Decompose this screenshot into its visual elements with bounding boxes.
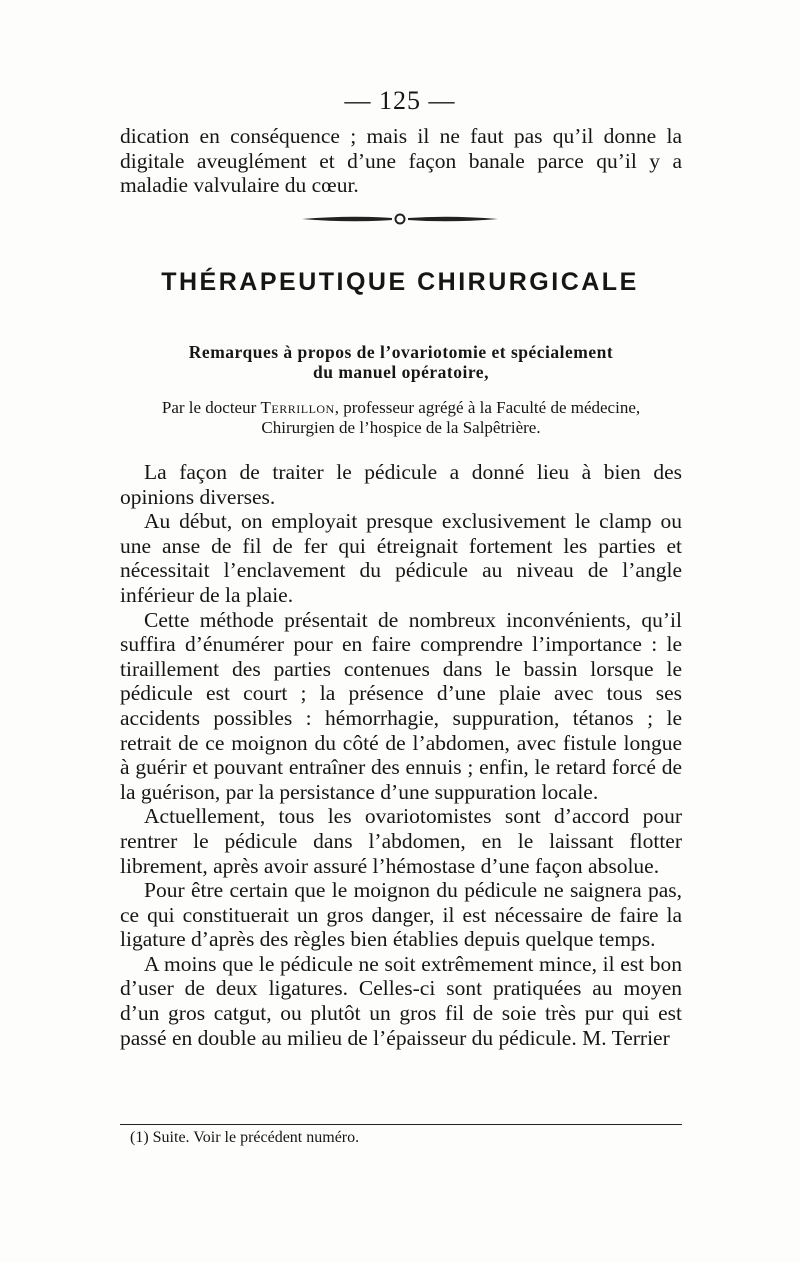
body-paragraph: La façon de traiter le pédicule a donné lieu à bien des opinions diverses. xyxy=(120,460,682,509)
footnote: (1) Suite. Voir le précédent numéro. xyxy=(130,1129,360,1146)
opening-paragraph: dication en conséquence ; mais il ne faut pas qu’il donne la digitale aveuglément et d’une façon banale parce qu’il y a maladie valvulaire du cœur. xyxy=(120,124,682,198)
byline-suffix: , professeur agrégé à la Faculté de médecine, xyxy=(334,398,641,417)
byline-prefix: Par le docteur xyxy=(161,398,261,417)
article-subtitle-line-2: du manuel opératoire, xyxy=(313,362,489,382)
body-paragraph: Pour être certain que le moignon du pédicule ne saignera pas, ce qui constituerait un gros danger, il est nécessaire de faire la ligature d’après des règles bien établies depuis quelque temps. xyxy=(120,878,682,952)
body-paragraph: Actuellement, tous les ovariotomistes sont d’accord pour rentrer le pédicule dans l’abdomen, en le laissant flotter librement, après avoir assuré l’hémostase d’une façon absolue. xyxy=(120,804,682,878)
byline-author: Terrillon xyxy=(260,398,335,417)
body-paragraph: Au début, on employait presque exclusivement le clamp ou une anse de fil de fer qui étreignait fortement les parties et nécessitait l’enclavement du pédicule au niveau de l’angle inférieur de la plaie. xyxy=(120,509,682,607)
footnote-divider xyxy=(120,1124,682,1125)
byline-line-2: Chirurgien de l’hospice de la Salpêtrière. xyxy=(261,418,541,437)
body-paragraph: A moins que le pédicule ne soit extrêmement mince, il est bon d’user de deux ligatures. Celles-ci sont pratiquées au moyen d’un gros catgut, ou plutôt un gros fil de soie très pur qui est passé en double au milieu de l’épaisseur du pédicule. M. Terrier xyxy=(120,951,682,1050)
article-subtitle-line-1: Remarques à propos de l’ovariotomie et spécialement xyxy=(188,342,614,362)
body-paragraph: Cette méthode présentait de nombreux inconvénients, qu’il suffira d’énumérer pour en faire comprendre l’importance : le tiraillement des parties contenues dans le bassin lorsque le pédicule est court ; la présence d’une plaie avec tous ses accidents possibles : hémorrhagie, suppuration, tétanos ; le retrait de ce moignon du côté de l’abdomen, avec fistule longue à guérir et pouvant entraîner des ennuis ; enfin, le retard forcé de la guérison, par la persistance d’une suppuration locale. xyxy=(120,607,682,804)
section-title: THÉRAPEUTIQUE CHIRURGICALE xyxy=(161,268,639,296)
byline-line-1 xyxy=(120,398,682,418)
decorative-rule-ornament xyxy=(300,212,500,226)
page-number: — 125 — xyxy=(344,86,456,115)
article-body xyxy=(120,460,682,1050)
